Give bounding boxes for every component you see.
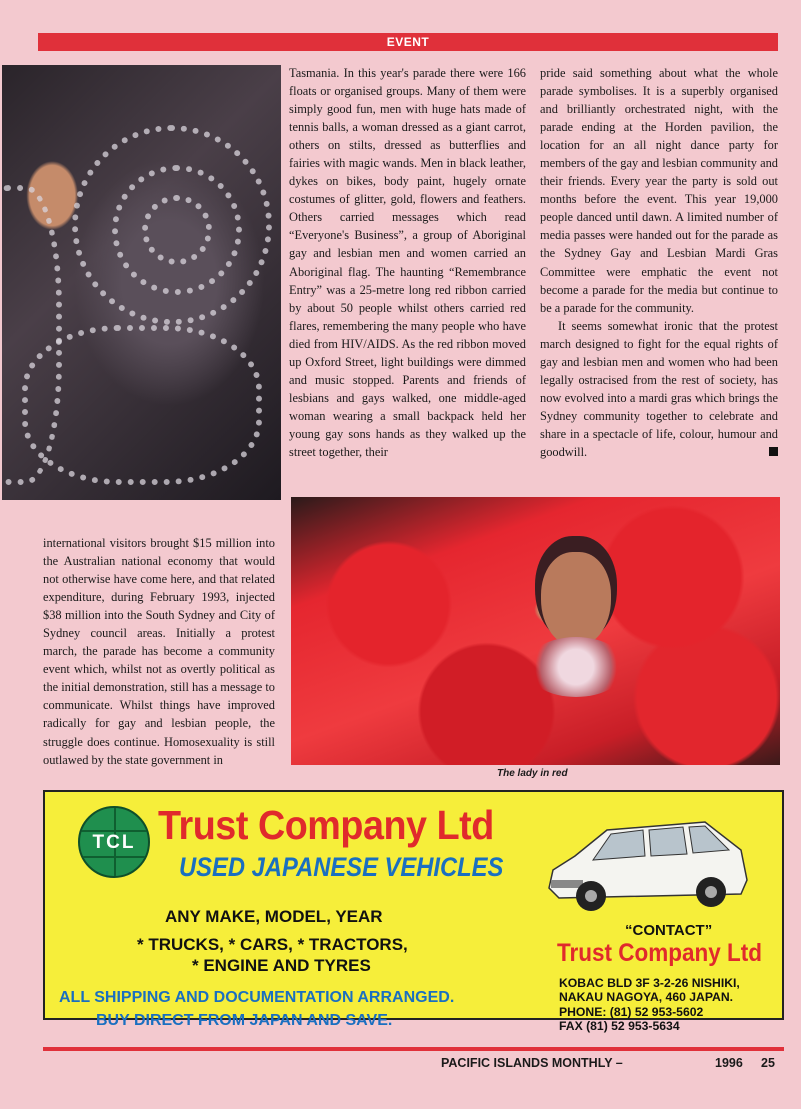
ad-contact-label: “CONTACT” [625,922,713,939]
ad-line-shipping: ALL SHIPPING AND DOCUMENTATION ARRANGED. [59,989,455,1006]
ad-company-name-contact: Trust Company Ltd [557,939,763,967]
ad-address [559,976,740,1033]
footer-rule [43,1047,784,1051]
article-paragraph: international visitors brought $15 million into the Australian national economy that would not otherwise have come here, and that related expenditure, during February 1993, injected $38 million into the South Sydney and City of Sydney council areas. Initially a protest march, the parade has become a community event which, whilst not as overtly political as the initial demonstration, still has a message to communicate. Whilst things have improved radically for gay and lesbian people, the struggle does continue. Homosexuality is still outlawed by the state government in [43,536,275,767]
footer-publication: PACIFIC ISLANDS MONTHLY – [441,1056,623,1070]
footer-year: 1996 [715,1056,743,1070]
article-paragraph [540,317,778,461]
station-wagon-icon [545,808,751,918]
costume-photo [2,65,281,500]
page-number: 25 [761,1056,775,1070]
logo-text: TCL [92,832,136,853]
lady-in-red-photo [291,497,780,765]
article-paragraph: pride said something about what the whole parade symbolises. It is a superbly organised and brilliantly orchestrated night, with the parade ending at the Horden pavilion, the location for an all night dance party for members of the gay and lesbian community and their friends. Every year the party is sold out months before the event. This year 19,000 people danced until dawn. A limited number of media passes were handed out for the parade as the Sydney Gay and Lesbian Mardi Gras Committee were emphatic the event not become a parade for the media but continue to be a parade for the community. [540,66,778,315]
photo-caption: The lady in red [497,768,568,779]
globe-logo-icon [78,806,150,878]
article-paragraph-text: It seems somewhat ironic that the protest march designed to fight for the equal rights of gay and lesbian men and women who had been legally ostracised from the rest of society, has now evolved into a mardi gras which brings the Sydney community together to celebrate and share in a spectacle of life, colour, humour and goodwill. [540,318,778,459]
ad-line-vehicles: * TRUCKS, * CARS, * TRACTORS, [137,935,408,954]
article-paragraph: Tasmania. In this year's parade there were 166 floats or organised groups. Many of them were simply good fun, men with huge hats made of tennis balls, a woman dressed as a giant carrot, others on stilts, dressed as butterflies and fairies with magic wands. Men in black leather, dykes on bikes, body paint, hugely ornate costumes of glitter, gold, flowers and feathers. Others carried messages which read “Everyone's Business”, a group of Aboriginal gay and lesbian men and women carried an Aboriginal flag. The haunting “Remembrance Entry” was a 25-metre long red ribbon carried by about 50 people whilst others carried red flares, remembering the many people who have died from HIV/AIDS. As the red ribbon moved up Oxford Street, light buildings were dimmed and music stopped. Parents and friends of lesbians and gays walked, one middle-aged woman wearing a small backpack held her young gay sons hands as they walked up the street together, their [289,66,526,459]
ad-address-line: KOBAC BLD 3F 3-2-26 NISHIKI, [559,976,740,990]
article-column-2 [289,64,526,461]
end-of-article-icon [769,447,778,456]
section-banner: EVENT [38,33,778,51]
ad-address-line: NAKAU NAGOYA, 460 JAPAN. [559,990,734,1005]
article-column-3 [540,64,778,461]
ad-phone: PHONE: (81) 52 953-5602 [559,1004,704,1019]
article-column-1 [43,534,275,769]
trust-company-advertisement [43,790,784,1033]
ad-line-make: ANY MAKE, MODEL, YEAR [165,907,383,926]
ad-subtitle: USED JAPANESE VEHICLES [179,852,504,882]
ad-company-name: Trust Company Ltd [158,802,494,848]
ad-line-buy-direct: BUY DIRECT FROM JAPAN AND SAVE. [96,1012,393,1029]
ad-fax: FAX (81) 52 953-5634 [559,1018,680,1033]
ad-line-engines: * ENGINE AND TYRES [192,956,371,975]
